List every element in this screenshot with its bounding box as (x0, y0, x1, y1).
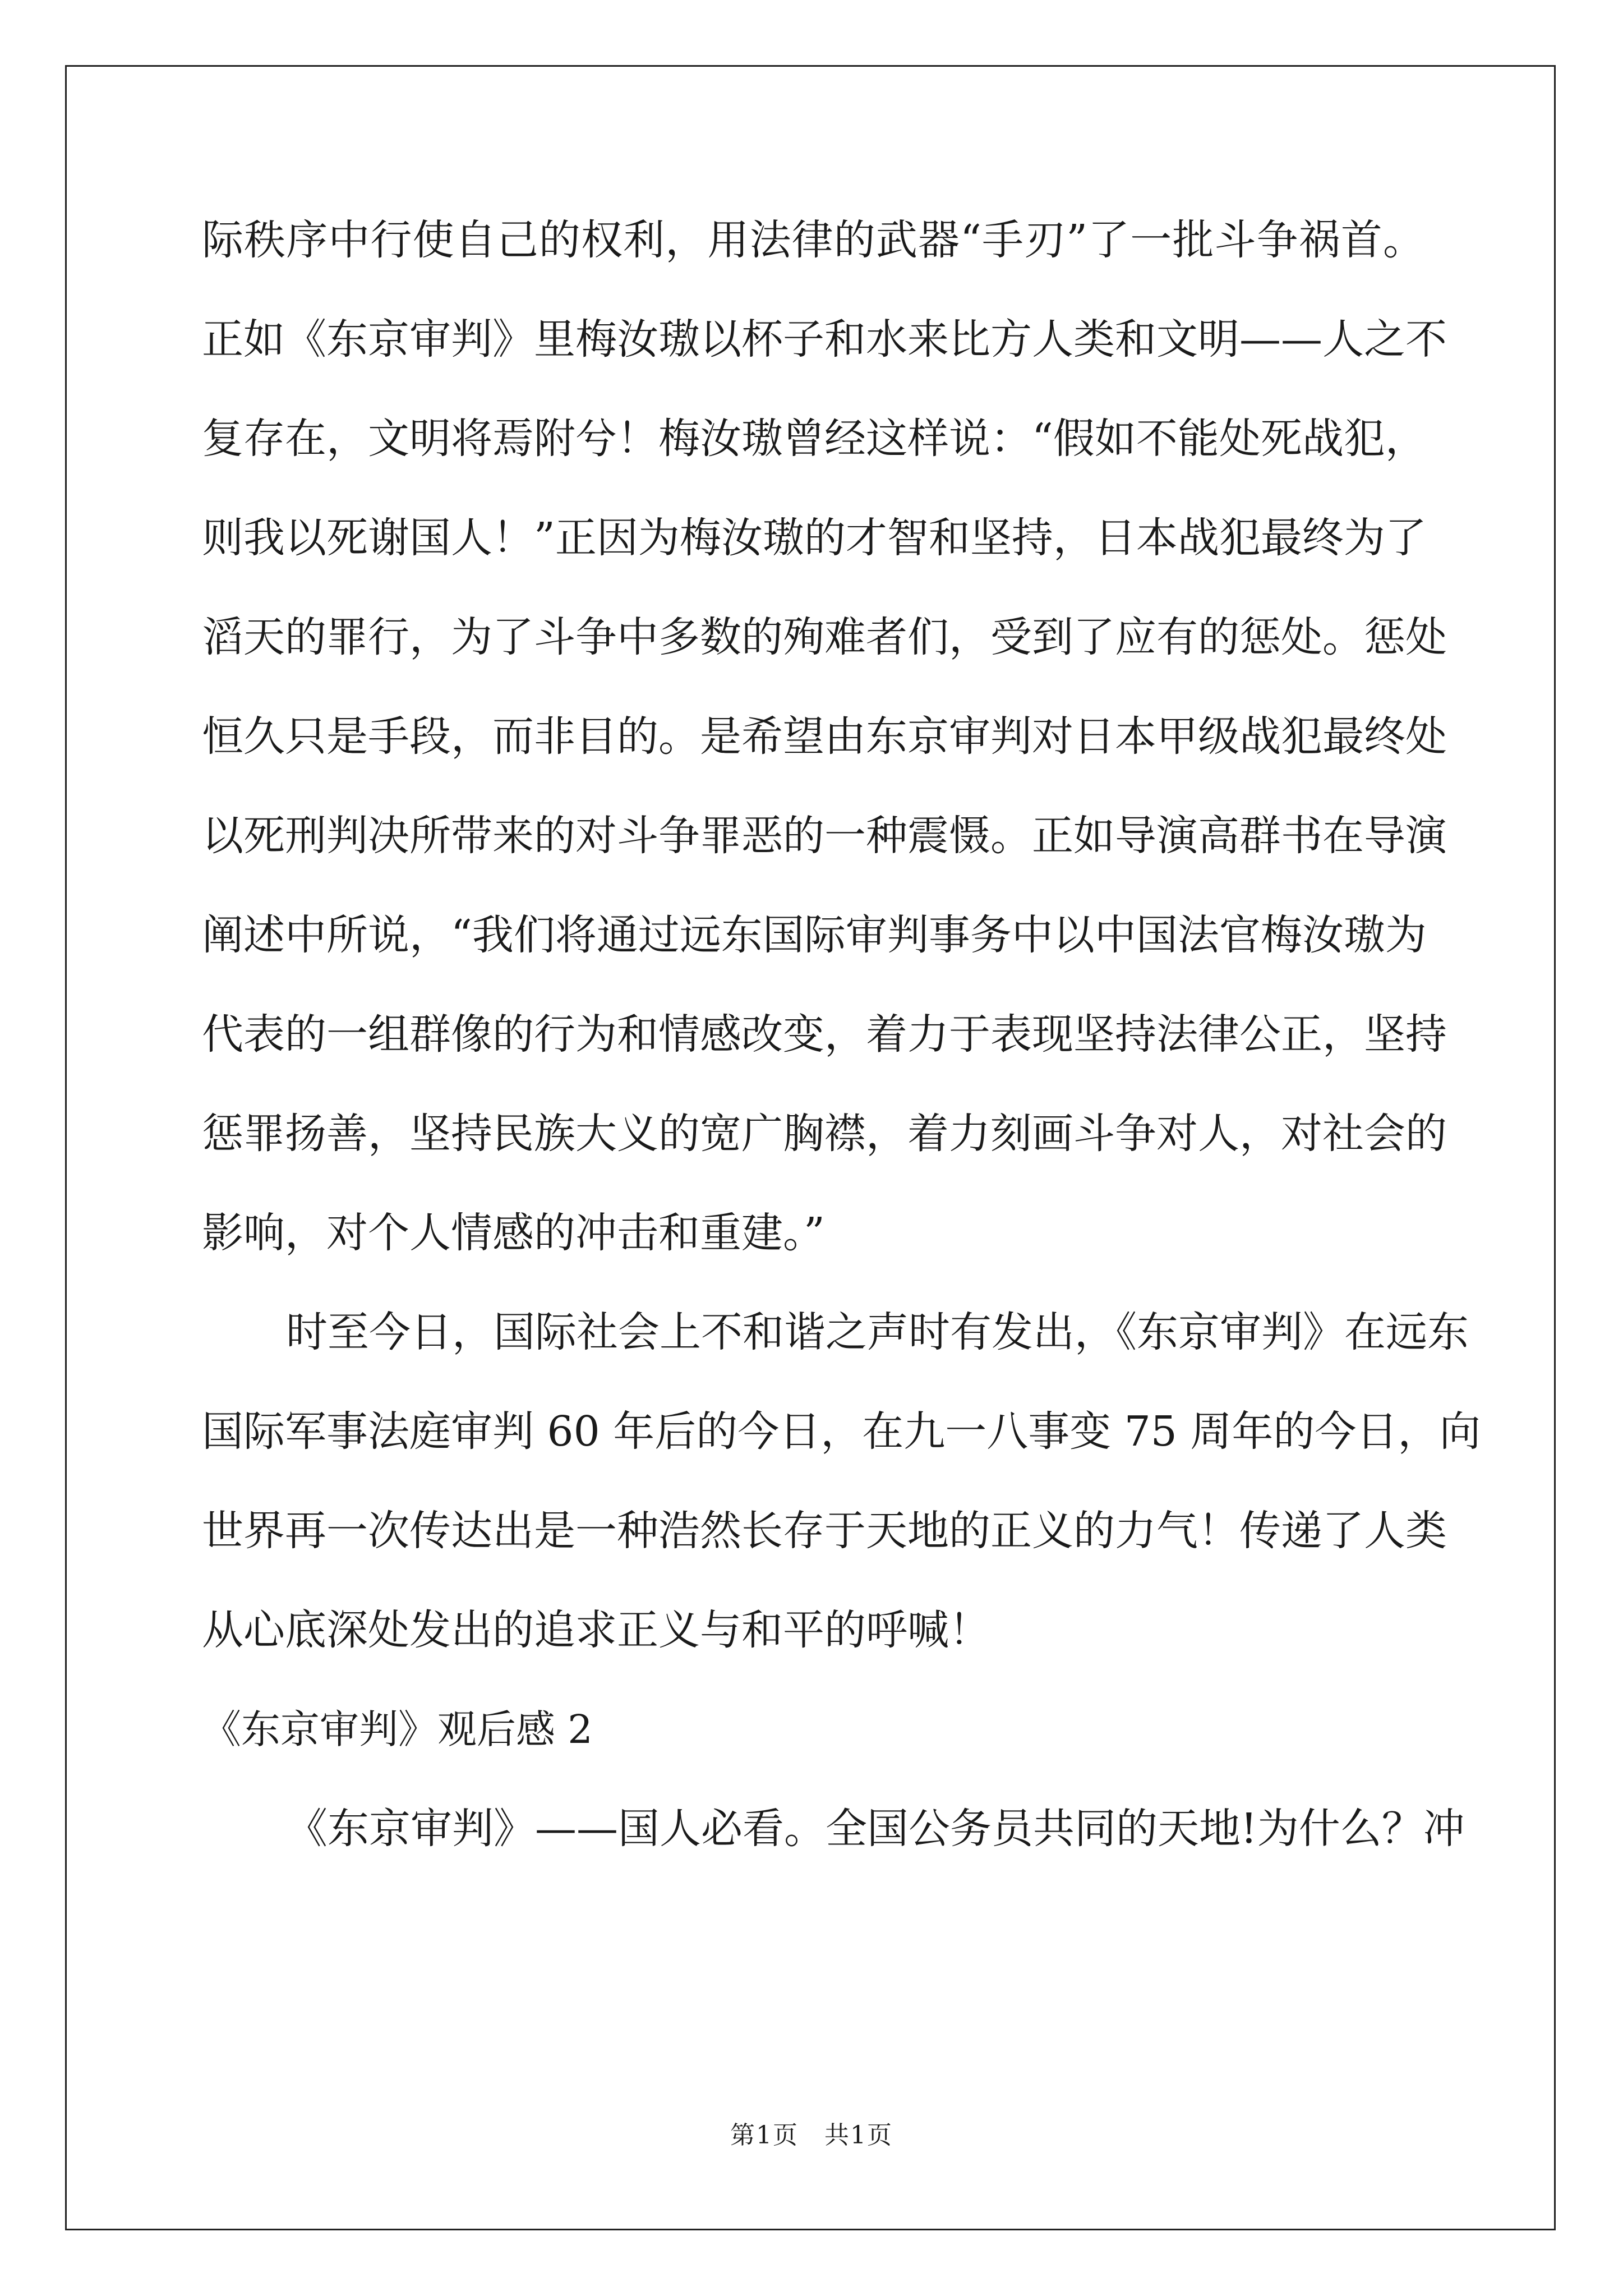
text-line: 从心底深处发出的追求正义与和平的呼喊！ (202, 1606, 990, 1654)
text-line: 影响，对个人情感的冲击和重建。” (202, 1209, 825, 1257)
text-line: 恒久只是手段，而非目的。是希望由东京审判对日本甲级战犯最终处 (202, 712, 1447, 761)
page-footer: 第1页 共1页 (730, 2121, 893, 2150)
text-line: 世界再一次传达出是一种浩然长存于天地的正义的力气！传递了人类 (202, 1507, 1447, 1555)
paragraph-2 (202, 1283, 1481, 1680)
section-heading: 《东京审判》观后感 2 (202, 1706, 593, 1752)
text-line: 惩罪扬善，坚持民族大义的宽广胸襟，着力刻画斗争对人，对社会的 (202, 1110, 1447, 1158)
text-line: 时至今日，国际社会上不和谐之声时有发出，《东京审判》在远东 (286, 1308, 1469, 1356)
text-line: 则我以死谢国人！”正因为梅汝璈的才智和坚持，日本战犯最终为了 (202, 514, 1427, 562)
text-line: 滔天的罪行，为了斗争中多数的殉难者们，受到了应有的惩处。惩处 (202, 613, 1447, 661)
text-line: 以死刑判决所带来的对斗争罪恶的一种震慑。正如导演高群书在导演 (202, 812, 1447, 860)
text-line: 阐述中所说，“我们将通过远东国际审判事务中以中国法官梅汝璈为 (202, 911, 1427, 959)
paragraph-3 (202, 1779, 1465, 1879)
document-body (202, 191, 1481, 1879)
text-line: 国际军事法庭审判 60 年后的今日，在九一八事变 75 周年的今日，向 (202, 1407, 1481, 1456)
text-line: 复存在，文明将焉附兮！梅汝璈曾经这样说：“假如不能处死战犯， (202, 415, 1427, 463)
text-line: 际秩序中行使自己的权利，用法律的武器“手刃”了一批斗争祸首。 (202, 216, 1424, 264)
text-line: 正如《东京审判》里梅汝璈以杯子和水来比方人类和文明——人之不 (202, 315, 1447, 364)
paragraph-1 (202, 191, 1447, 1283)
text-line: 《东京审判》——国人必看。全国公务员共同的天地!为什么？冲 (286, 1805, 1465, 1853)
text-line: 代表的一组群像的行为和情感改变，着力于表现坚持法律公正，坚持 (202, 1010, 1447, 1059)
